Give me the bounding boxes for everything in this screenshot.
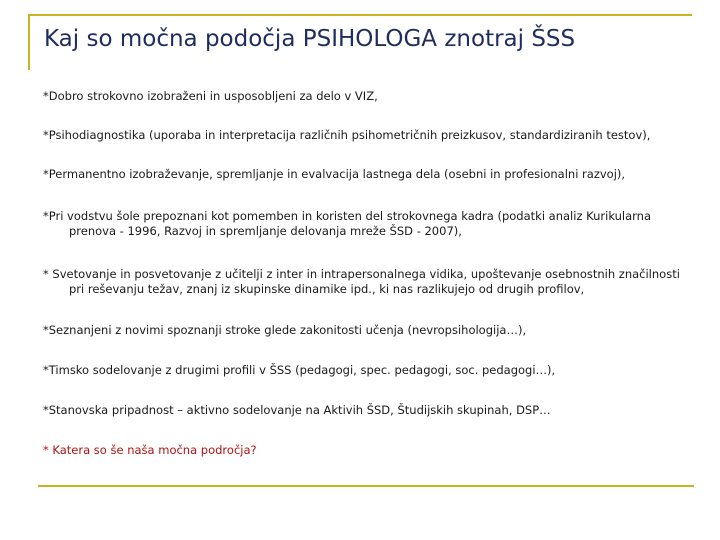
bullet-text: *Psihodiagnostika (uporaba in interpretacija različnih psihometričnih preizkusov, standardiziranih testov), (43, 128, 651, 142)
bullet-text: * Katera so še naša močna področja? (43, 443, 257, 457)
bullet-item (43, 403, 683, 418)
slide-title: Kaj so močna podočja PSIHOLOGA znotraj ŠSS (44, 26, 576, 52)
bullet-item (43, 363, 683, 378)
bullet-item (43, 323, 683, 338)
bullet-item (43, 128, 683, 143)
bullet-text: *Stanovska pripadnost – aktivno sodelovanje na Aktivih ŠSD, Študijskih skupinah, DSP… (43, 403, 551, 417)
bullet-text: *Pri vodstvu šole prepoznani kot pomemben in koristen del strokovnega kadra (podatki analiz Kurikularna (43, 209, 652, 223)
bullet-text: *Seznanjeni z novimi spoznanji stroke glede zakonitosti učenja (nevropsihologija…), (43, 323, 527, 337)
bottom-divider-rule (38, 485, 694, 487)
title-frame-left-rule (28, 14, 30, 70)
title-frame-top-rule (28, 14, 692, 16)
bullet-text-continuation: pri reševanju težav, znanj iz skupinske dinamike ipd., ki nas razlikujejo od drugih profilov, (69, 282, 585, 296)
bullet-text: * Svetovanje in posvetovanje z učitelji z inter in intrapersonalnega vidika, upoštevanje osebnostnih značilnosti (43, 267, 680, 281)
bullet-text: *Dobro strokovno izobraženi in usposobljeni za delo v VIZ, (43, 89, 378, 103)
bullet-item-highlight (43, 443, 683, 458)
bullet-item (43, 267, 683, 297)
bullet-item (43, 167, 683, 182)
bullet-text: *Permanentno izobraževanje, spremljanje in evalvacija lastnega dela (osebni in profesionalni razvoj), (43, 167, 626, 181)
bullet-text: *Timsko sodelovanje z drugimi profili v ŠSS (pedagogi, spec. pedagogi, soc. pedagogi…), (43, 363, 556, 377)
bullet-item (43, 209, 683, 239)
bullet-item (43, 89, 683, 104)
bullet-text-continuation: prenova - 1996, Razvoj in spremljanje delovanja mreže ŠSD - 2007), (69, 224, 462, 238)
